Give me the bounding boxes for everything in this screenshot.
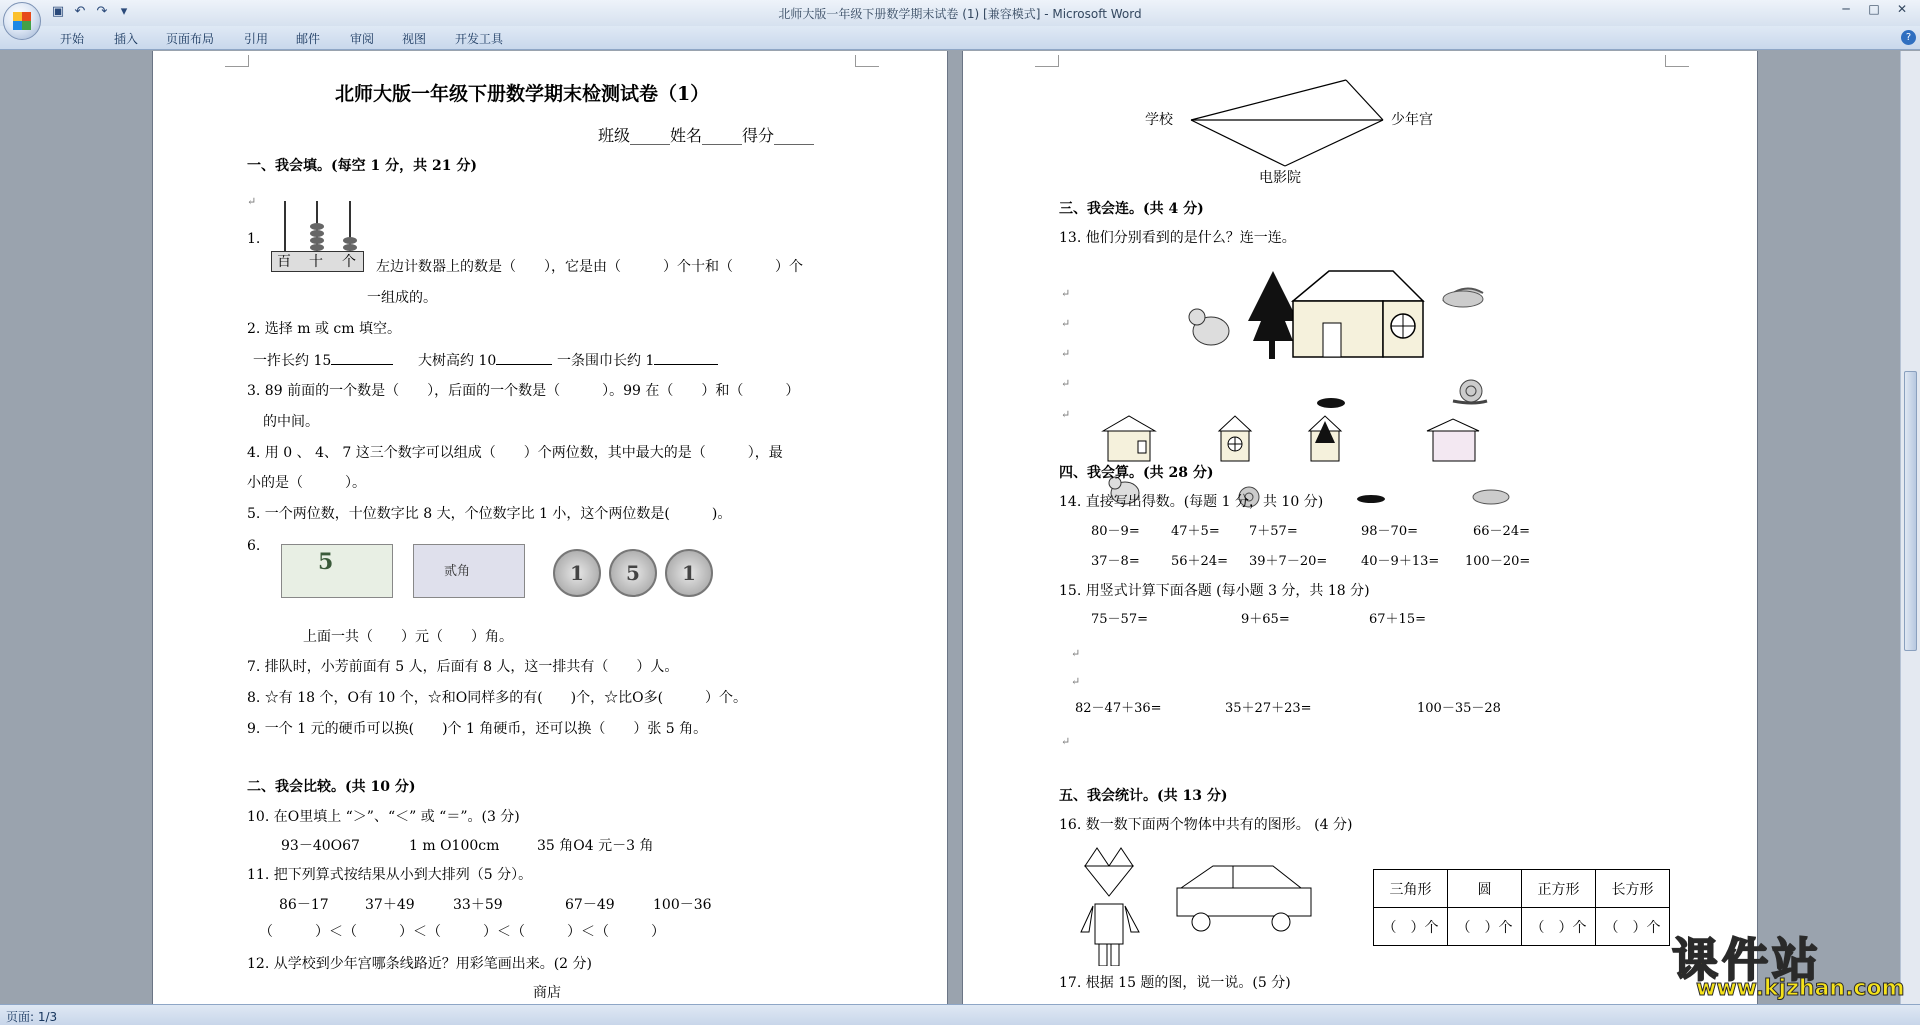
vertical-scrollbar[interactable]: [1900, 51, 1920, 1004]
section-4-heading: 四、我会算。(共 28 分): [1059, 465, 1214, 481]
vertical-calc-item: 100－35－28: [1417, 701, 1501, 716]
tab-insert[interactable]: 插入: [114, 32, 139, 46]
q15-text: 15. 用竖式计算下面各题 (每小题 3 分，共 18 分): [1059, 583, 1370, 599]
q8-text: 8. ☆有 18 个，O有 10 个，☆和O同样多的有( )个，☆比O多( ）个。: [247, 690, 748, 706]
table-cell[interactable]: （ ）个: [1448, 908, 1522, 946]
redo-icon[interactable]: ↷: [96, 4, 108, 19]
school-label: 学校: [1145, 112, 1173, 128]
maximize-icon[interactable]: □: [1868, 2, 1880, 16]
page-indicator[interactable]: 页面: 1/3: [6, 1010, 58, 1024]
q10-item-a: 93－40O67: [281, 838, 360, 854]
help-icon[interactable]: ?: [1901, 30, 1916, 45]
coin-5jiao: 5: [609, 549, 657, 597]
q2-text: 2. 选择 m 或 cm 填空。: [247, 321, 401, 337]
status-bar: [0, 1004, 1920, 1025]
q10-item-b: 1 m O100cm: [409, 838, 500, 854]
section-3-heading: 三、我会连。(共 4 分): [1059, 201, 1204, 217]
table-header: 正方形: [1522, 870, 1596, 908]
banknote-5yuan: 5: [281, 544, 393, 598]
q1-text: 左边计数器上的数是（ ），它是由（ ）个十和（ ）个: [376, 259, 803, 275]
vertical-calc-item: 75－57=: [1091, 612, 1148, 627]
q1-number: 1.: [247, 231, 261, 247]
q11-item: 86－17: [279, 897, 329, 913]
q2-item-c: 一条围巾长约 1: [557, 351, 718, 370]
q11-item: 67－49: [565, 897, 615, 913]
calc-item: 40－9＋13=: [1361, 554, 1440, 569]
title-bar: [0, 0, 1920, 26]
scrollbar-thumb[interactable]: [1904, 371, 1917, 651]
close-icon[interactable]: ✕: [1896, 2, 1908, 16]
q14-text: 14. 直接写出得数。(每题 1 分，共 10 分): [1059, 494, 1324, 510]
vertical-calc-item: 35＋27＋23=: [1225, 701, 1312, 716]
ribbon-tabs: [0, 26, 1920, 50]
calc-item: 37－8=: [1091, 554, 1140, 569]
q3-text-cont: 的中间。: [263, 414, 319, 430]
tab-references[interactable]: 引用: [244, 32, 269, 46]
paragraph-mark: ↵: [1061, 347, 1071, 360]
banknote-2jiao: 贰角: [413, 544, 525, 598]
tab-view[interactable]: 视图: [402, 32, 427, 46]
q10-text: 10. 在O里填上 “＞”、“＜” 或 “＝”。(3 分): [247, 809, 520, 825]
q5-text: 5. 一个两位数，十位数字比 8 大，个位数字比 1 小，这个两位数是( )。: [247, 506, 732, 522]
watermark-url: www.kjzhan.com: [1696, 976, 1905, 1001]
q11-text: 11. 把下列算式按结果从小到大排列（5 分）。: [247, 867, 533, 883]
route-map-figure: [963, 51, 1758, 211]
q2-item-b: 大树高约 10: [418, 351, 552, 370]
save-icon[interactable]: ▣: [51, 4, 65, 19]
q17-text: 17. 根据 15 题的图，说一说。(5 分): [1059, 975, 1291, 991]
coin-1yuan: 1: [553, 549, 601, 597]
section-2-heading: 二、我会比较。(共 10 分): [247, 779, 416, 795]
calc-item: 7＋57=: [1249, 524, 1298, 539]
vertical-calc-item: 9＋65=: [1241, 612, 1290, 627]
page-2[interactable]: [962, 51, 1758, 1004]
paragraph-mark: ↵: [1071, 647, 1081, 660]
q11-answer-row: （ ）＜（ ）＜（ ）＜（ ）＜（ ）: [259, 924, 665, 940]
abacus-label-tens: 十: [309, 254, 323, 270]
tab-developer[interactable]: 开发工具: [455, 32, 504, 46]
calc-item: 39＋7－20=: [1249, 554, 1328, 569]
table-cell[interactable]: （ ）个: [1522, 908, 1596, 946]
watermark-text: 课件站: [1672, 933, 1822, 987]
tab-review[interactable]: 审阅: [350, 32, 375, 46]
q1-text-cont: 一组成的。: [367, 290, 437, 306]
tab-mailings[interactable]: 邮件: [296, 32, 321, 46]
calc-item: 47＋5=: [1171, 524, 1220, 539]
tab-page-layout[interactable]: 页面布局: [166, 32, 215, 46]
paragraph-mark: ↵: [1061, 735, 1071, 748]
q13-text: 13. 他们分别看到的是什么？连一连。: [1059, 230, 1296, 246]
q3-text: 3. 89 前面的一个数是（ ），后面的一个数是（ ）。99 在（ ）和（ ）: [247, 383, 800, 399]
q10-item-c: 35 角O4 元－3 角: [537, 838, 654, 854]
q6-number: 6.: [247, 538, 261, 554]
paragraph-mark: ↵: [1071, 675, 1081, 688]
table-header: 三角形: [1374, 870, 1448, 908]
q11-item: 37＋49: [365, 897, 415, 913]
shop-label: 商店: [533, 985, 561, 1001]
table-header: 长方形: [1596, 870, 1670, 908]
window-controls: [1832, 0, 1916, 20]
shape-count-table: [1373, 869, 1670, 946]
cinema-label: 电影院: [1259, 170, 1301, 186]
page-1[interactable]: [152, 51, 948, 1004]
palace-label: 少年宫: [1391, 112, 1433, 128]
watermark-logo: [1666, 924, 1905, 1004]
margin-mark: [855, 55, 879, 67]
class-line: 班级_____姓名_____得分_____: [598, 126, 815, 145]
undo-icon[interactable]: ↶: [74, 4, 86, 19]
q12-text: 12. 从学校到少年宫哪条线路近？用彩笔画出来。(2 分): [247, 956, 592, 972]
q4-text: 4. 用 0 、 4、 7 这三个数字可以组成（ ）个两位数，其中最大的是（ ），最: [247, 445, 783, 461]
calc-item: 56＋24=: [1171, 554, 1228, 569]
calc-item: 66－24=: [1473, 524, 1530, 539]
abacus-label-ones: 个: [342, 254, 356, 270]
calc-item: 100－20=: [1465, 554, 1531, 569]
minimize-icon[interactable]: ─: [1842, 2, 1850, 16]
calc-item: 98－70=: [1361, 524, 1418, 539]
q7-text: 7. 排队时，小芳前面有 5 人，后面有 8 人，这一排共有（ ）人。: [247, 659, 679, 675]
paragraph-mark: ↵: [1061, 408, 1071, 421]
q11-item: 33＋59: [453, 897, 503, 913]
doc-title: 北师大版一年级下册数学期末检测试卷（1）: [335, 83, 710, 105]
coin-1jiao: 1: [665, 549, 713, 597]
q9-text: 9. 一个 1 元的硬币可以换( )个 1 角硬币，还可以换（ ）张 5 角。: [247, 721, 708, 737]
table-header: 圆: [1448, 870, 1522, 908]
paragraph-mark: ↵: [1061, 377, 1071, 390]
q6-text: 上面一共（ ）元（ ）角。: [303, 629, 513, 645]
paragraph-mark: ↵: [1061, 287, 1071, 300]
office-logo-icon: [13, 12, 31, 30]
q11-item: 100－36: [653, 897, 712, 913]
q4-text-cont: 小的是（ ）。: [247, 475, 366, 491]
paragraph-mark: ↵: [247, 195, 257, 208]
window-title: 北师大版一年级下册数学期末试卷 (1) [兼容模式] - Microsoft Word: [778, 7, 1142, 21]
customize-qat-icon[interactable]: ▾: [120, 4, 128, 19]
office-button[interactable]: [3, 2, 41, 40]
calc-item: 80－9=: [1091, 524, 1140, 539]
section-5-heading: 五、我会统计。(共 13 分): [1059, 788, 1228, 804]
tab-home[interactable]: 开始: [60, 32, 85, 46]
table-cell[interactable]: （ ）个: [1374, 908, 1448, 946]
vertical-calc-item: 82－47＋36=: [1075, 701, 1162, 716]
paragraph-mark: ↵: [1061, 317, 1071, 330]
q16-text: 16. 数一数下面两个物体中共有的图形。 (4 分): [1059, 817, 1353, 833]
margin-mark: [225, 55, 249, 67]
q2-item-a: 一拃长约 15: [253, 351, 393, 370]
vertical-calc-item: 67＋15=: [1369, 612, 1426, 627]
table-cell[interactable]: （ ）个: [1596, 908, 1670, 946]
section-1-heading: 一、我会填。(每空 1 分，共 21 分): [247, 158, 477, 174]
abacus-label-hundreds: 百: [277, 254, 291, 270]
